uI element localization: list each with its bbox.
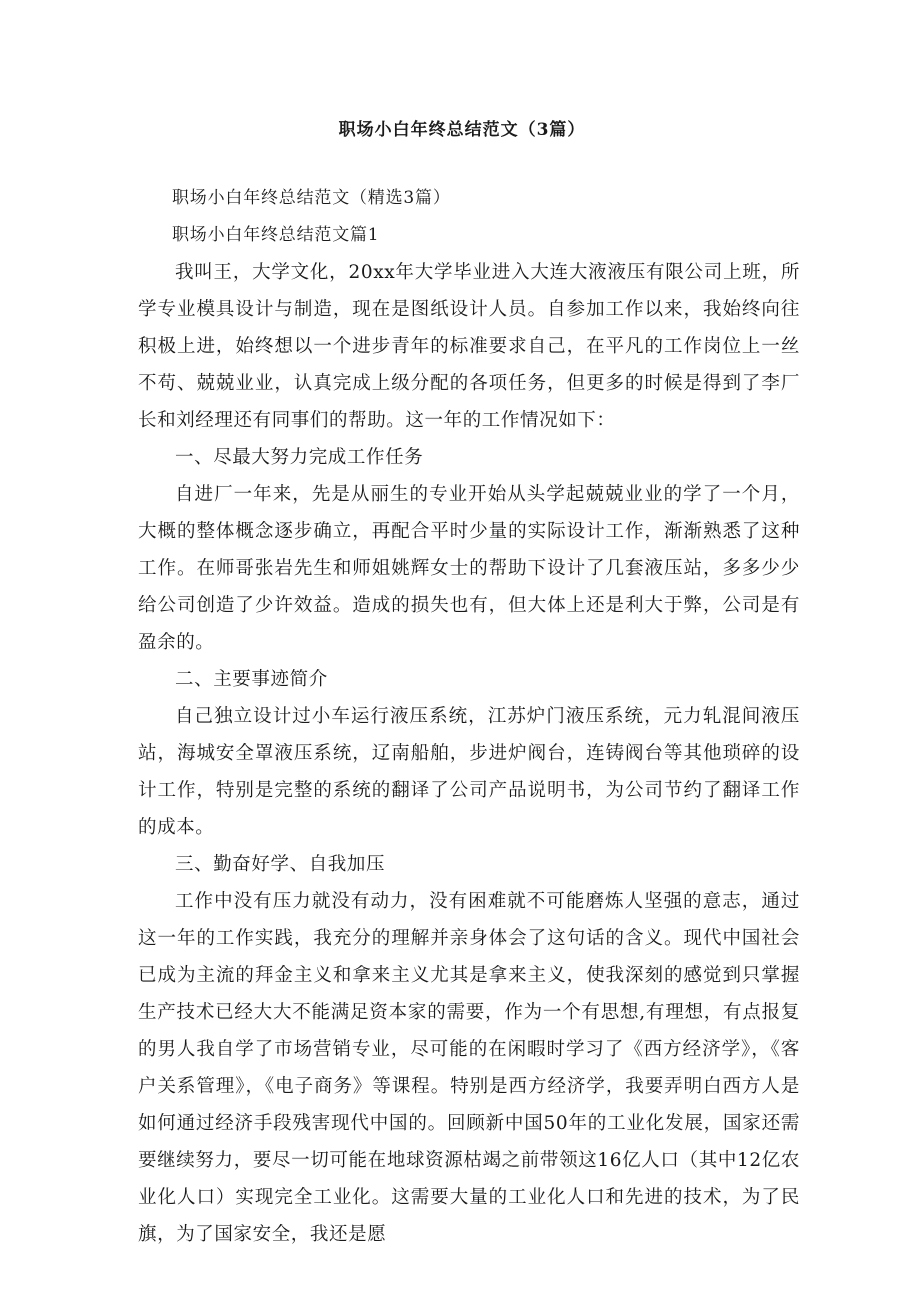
document-title: 职场小白年终总结范文（3篇）	[338, 120, 586, 140]
section-heading-2: 二、主要事迹简介	[175, 669, 328, 690]
section-heading-1: 一、尽最大努力完成工作任务	[175, 447, 424, 468]
chapter-heading: 职场小白年终总结范文篇1	[172, 225, 380, 245]
intro-paragraph: 我叫王，大学文化，20xx年大学毕业进入大连大液液压有限公司上班，所学专业模具设计与制造，现在是图纸设计人员。自参加工作以来，我始终向往积极上进，始终想以一个进步青年的标准要求自己，在平凡的工作岗位上一丝不苟、兢兢业业，认真完成上级分配的各项任务，但更多的时候是得到了李厂长和刘经理还有同事们的帮助。这一年的工作情况如下：	[138, 262, 800, 431]
section-body-3: 工作中没有压力就没有动力，没有困难就不可能磨炼人坚强的意志，通过这一年的工作实践，我充分的理解并亲身体会了这句话的含义。现代中国社会已成为主流的拜金主义和拿来主义尤其是拿来主义，使我深刻的感觉到只掌握生产技术已经大大不能满足资本家的需要，作为一个有思想,有理想，有点报复的男人我自学了市场营销专业，尽可能的在闲暇时学习了《西方经济学》，《客户关系管理》，《电子商务》等课程。特别是西方经济学，我要弄明白西方人是如何通过经济手段残害现代中国的。回顾新中国50年的工业化发展，国家还需要继续努力，要尽一切可能在地球资源枯竭之前带领这16亿人口（其中12亿农业化人口）实现完全工业化。这需要大量的工业化人口和先进的技术，为了民旗，为了国家安全，我还是愿	[138, 891, 800, 1245]
section-body-2: 自己独立设计过小车运行液压系统，江苏炉门液压系统，元力轧混间液压站，海城安全罩液压系统，辽南船舶，步进炉阀台，连铸阀台等其他琐碎的设计工作，特别是完整的系统的翻译了公司产品说明书，为公司节约了翻译工作的成本。	[138, 706, 800, 838]
document-subtitle: 职场小白年终总结范文（精选3篇）	[172, 188, 451, 208]
section-body-1: 自进厂一年来，先是从丽生的专业开始从头学起兢兢业业的学了一个月，大概的整体概念逐步确立，再配合平时少量的实际设计工作，渐渐熟悉了这种工作。在师哥张岩先生和师姐姚辉女士的帮助下设计了几套液压站，多多少少给公司创造了少许效益。造成的损失也有，但大体上还是利大于弊，公司是有盈余的。	[138, 484, 800, 653]
section-heading-3: 三、勤奋好学、自我加压	[175, 854, 386, 875]
